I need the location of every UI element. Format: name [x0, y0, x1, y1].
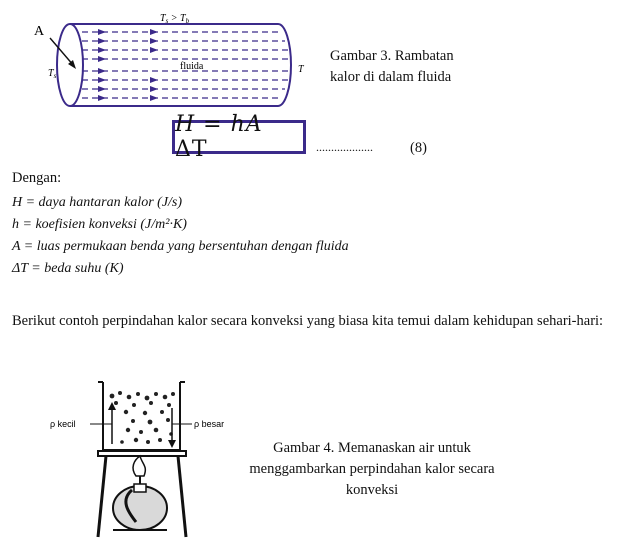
equation-number: (8) [410, 140, 427, 156]
body-paragraph: Berikut contoh perpindahan kalor secara konveksi yang biasa kita temui dalam kehidupan sehari-hari: [12, 313, 604, 329]
definitions-heading: Dengan: [12, 170, 62, 186]
heating-water-diagram [50, 372, 250, 542]
label-ts: $T_s$ [48, 68, 57, 80]
label-rho-large: ρ besar [194, 419, 225, 429]
definition-item: ΔT = beda suhu (K) [12, 261, 124, 276]
figure4-caption: Gambar 4. Memanaskan air untuk menggambarkan perpindahan kalor secara konveksi [249, 440, 495, 498]
label-a: A [34, 24, 45, 39]
label-t: T [298, 64, 304, 75]
definition-item: h = koefisien konveksi (J/m²·K) [12, 217, 187, 232]
equation-box: H = hA ΔT [172, 120, 306, 154]
figure3-caption: Gambar 3. Rambatan kalor di dalam fluida [330, 48, 454, 85]
label-fluida: fluida [180, 61, 204, 72]
fluid-flow-cylinder-diagram [30, 8, 330, 120]
definition-item: A = luas permukaan benda yang bersentuhan dengan fluida [12, 239, 349, 254]
equation-dots: ................... [316, 140, 373, 154]
label-rho-small: ρ kecil [50, 419, 76, 429]
label-temperature-relation: $T_s > T_b$ [160, 13, 190, 25]
definitions-list [12, 192, 349, 280]
definition-item: H = daya hantaran kalor (J/s) [12, 195, 183, 210]
